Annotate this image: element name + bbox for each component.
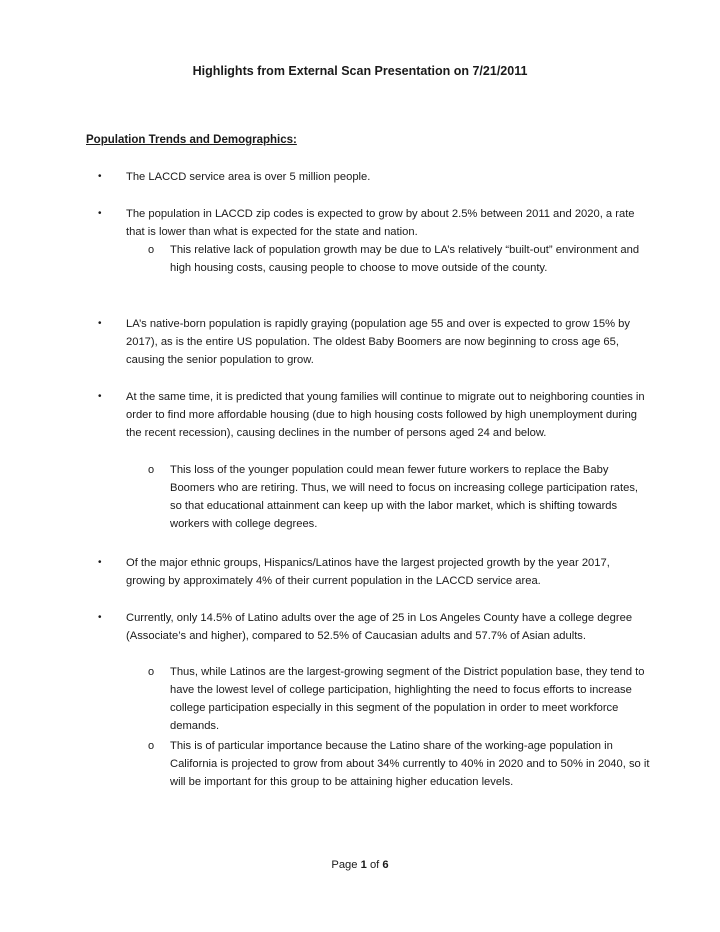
- sub-list-item-text: This is of particular importance because the Latino share of the working-age population in California is projected to grow from about 34% currently to 40% in 2020 and to 50% in 2040, so it will be important for this group to be attaining higher education levels.: [170, 740, 650, 788]
- list-item-text: The population in LACCD zip codes is expected to grow by about 2.5% between 2011 and 2020, a rate that is lower than what is expected for the state and nation.: [126, 208, 635, 238]
- bullet-icon: •: [98, 171, 102, 182]
- sub-list-item: [148, 241, 650, 277]
- list-item-text: Currently, only 14.5% of Latino adults over the age of 25 in Los Angeles County have a college degree (Associate’s and higher), compared to 52.5% of Caucasian adults and 57.7% of Asian adults.: [126, 612, 633, 642]
- page-label-middle: of: [366, 859, 383, 871]
- list-item-text: Of the major ethnic groups, Hispanics/Latinos have the largest projected growth by the year 2017, growing by approximately 4% of their current population in the LACCD service area.: [126, 557, 610, 587]
- bullet-icon: •: [98, 208, 102, 219]
- sub-bullet-icon: o: [148, 740, 155, 752]
- page-label-prefix: Page: [331, 859, 361, 871]
- bullet-icon: •: [98, 612, 102, 623]
- list-item-text: At the same time, it is predicted that young families will continue to migrate out to neighboring counties in order to find more affordable housing (due to high housing costs followed by high unemployment during the recent recession), causing declines in the number of persons aged 24 and below.: [126, 391, 645, 439]
- sub-bullet-icon: o: [148, 244, 155, 256]
- sub-list-item: [148, 461, 650, 533]
- document-title: Highlights from External Scan Presentation on 7/21/2011: [192, 64, 528, 78]
- sub-list-item: [148, 737, 650, 791]
- sub-list-item-text: Thus, while Latinos are the largest-growing segment of the District population base, they tend to have the lowest level of college participation, highlighting the need to focus efforts to increase college participation especially in this segment of the population in order to meet workforce demands.: [170, 666, 645, 732]
- bullet-icon: •: [98, 557, 102, 568]
- sub-bullet-icon: o: [148, 464, 155, 476]
- list-item-text: The LACCD service area is over 5 million people.: [126, 171, 371, 183]
- sub-bullet-icon: o: [148, 666, 155, 678]
- bullet-icon: •: [98, 391, 102, 402]
- sub-list-item-text: This relative lack of population growth may be due to LA’s relatively “built-out” environment and high housing costs, causing people to choose to move outside of the county.: [170, 244, 640, 274]
- sub-list-item-text: This loss of the younger population could mean fewer future workers to replace the Baby Boomers who are retiring. Thus, we will need to focus on increasing college participation rates, so that educational attainment can keep up with the labor market, which is shifting towards workers with college degrees.: [170, 464, 639, 530]
- bullet-icon: •: [98, 318, 102, 329]
- list-item-text: LA’s native-born population is rapidly graying (population age 55 and over is expected to grow 15% by 2017), as is the entire US population. The oldest Baby Boomers are now beginning to cross age 65, causing the senior population to grow.: [126, 318, 630, 366]
- page-number-current: 1: [360, 859, 367, 871]
- page-number-total: 6: [382, 859, 389, 871]
- section-heading: Population Trends and Demographics:: [86, 134, 297, 146]
- sub-list-item: [148, 663, 650, 735]
- page-footer: [0, 859, 720, 871]
